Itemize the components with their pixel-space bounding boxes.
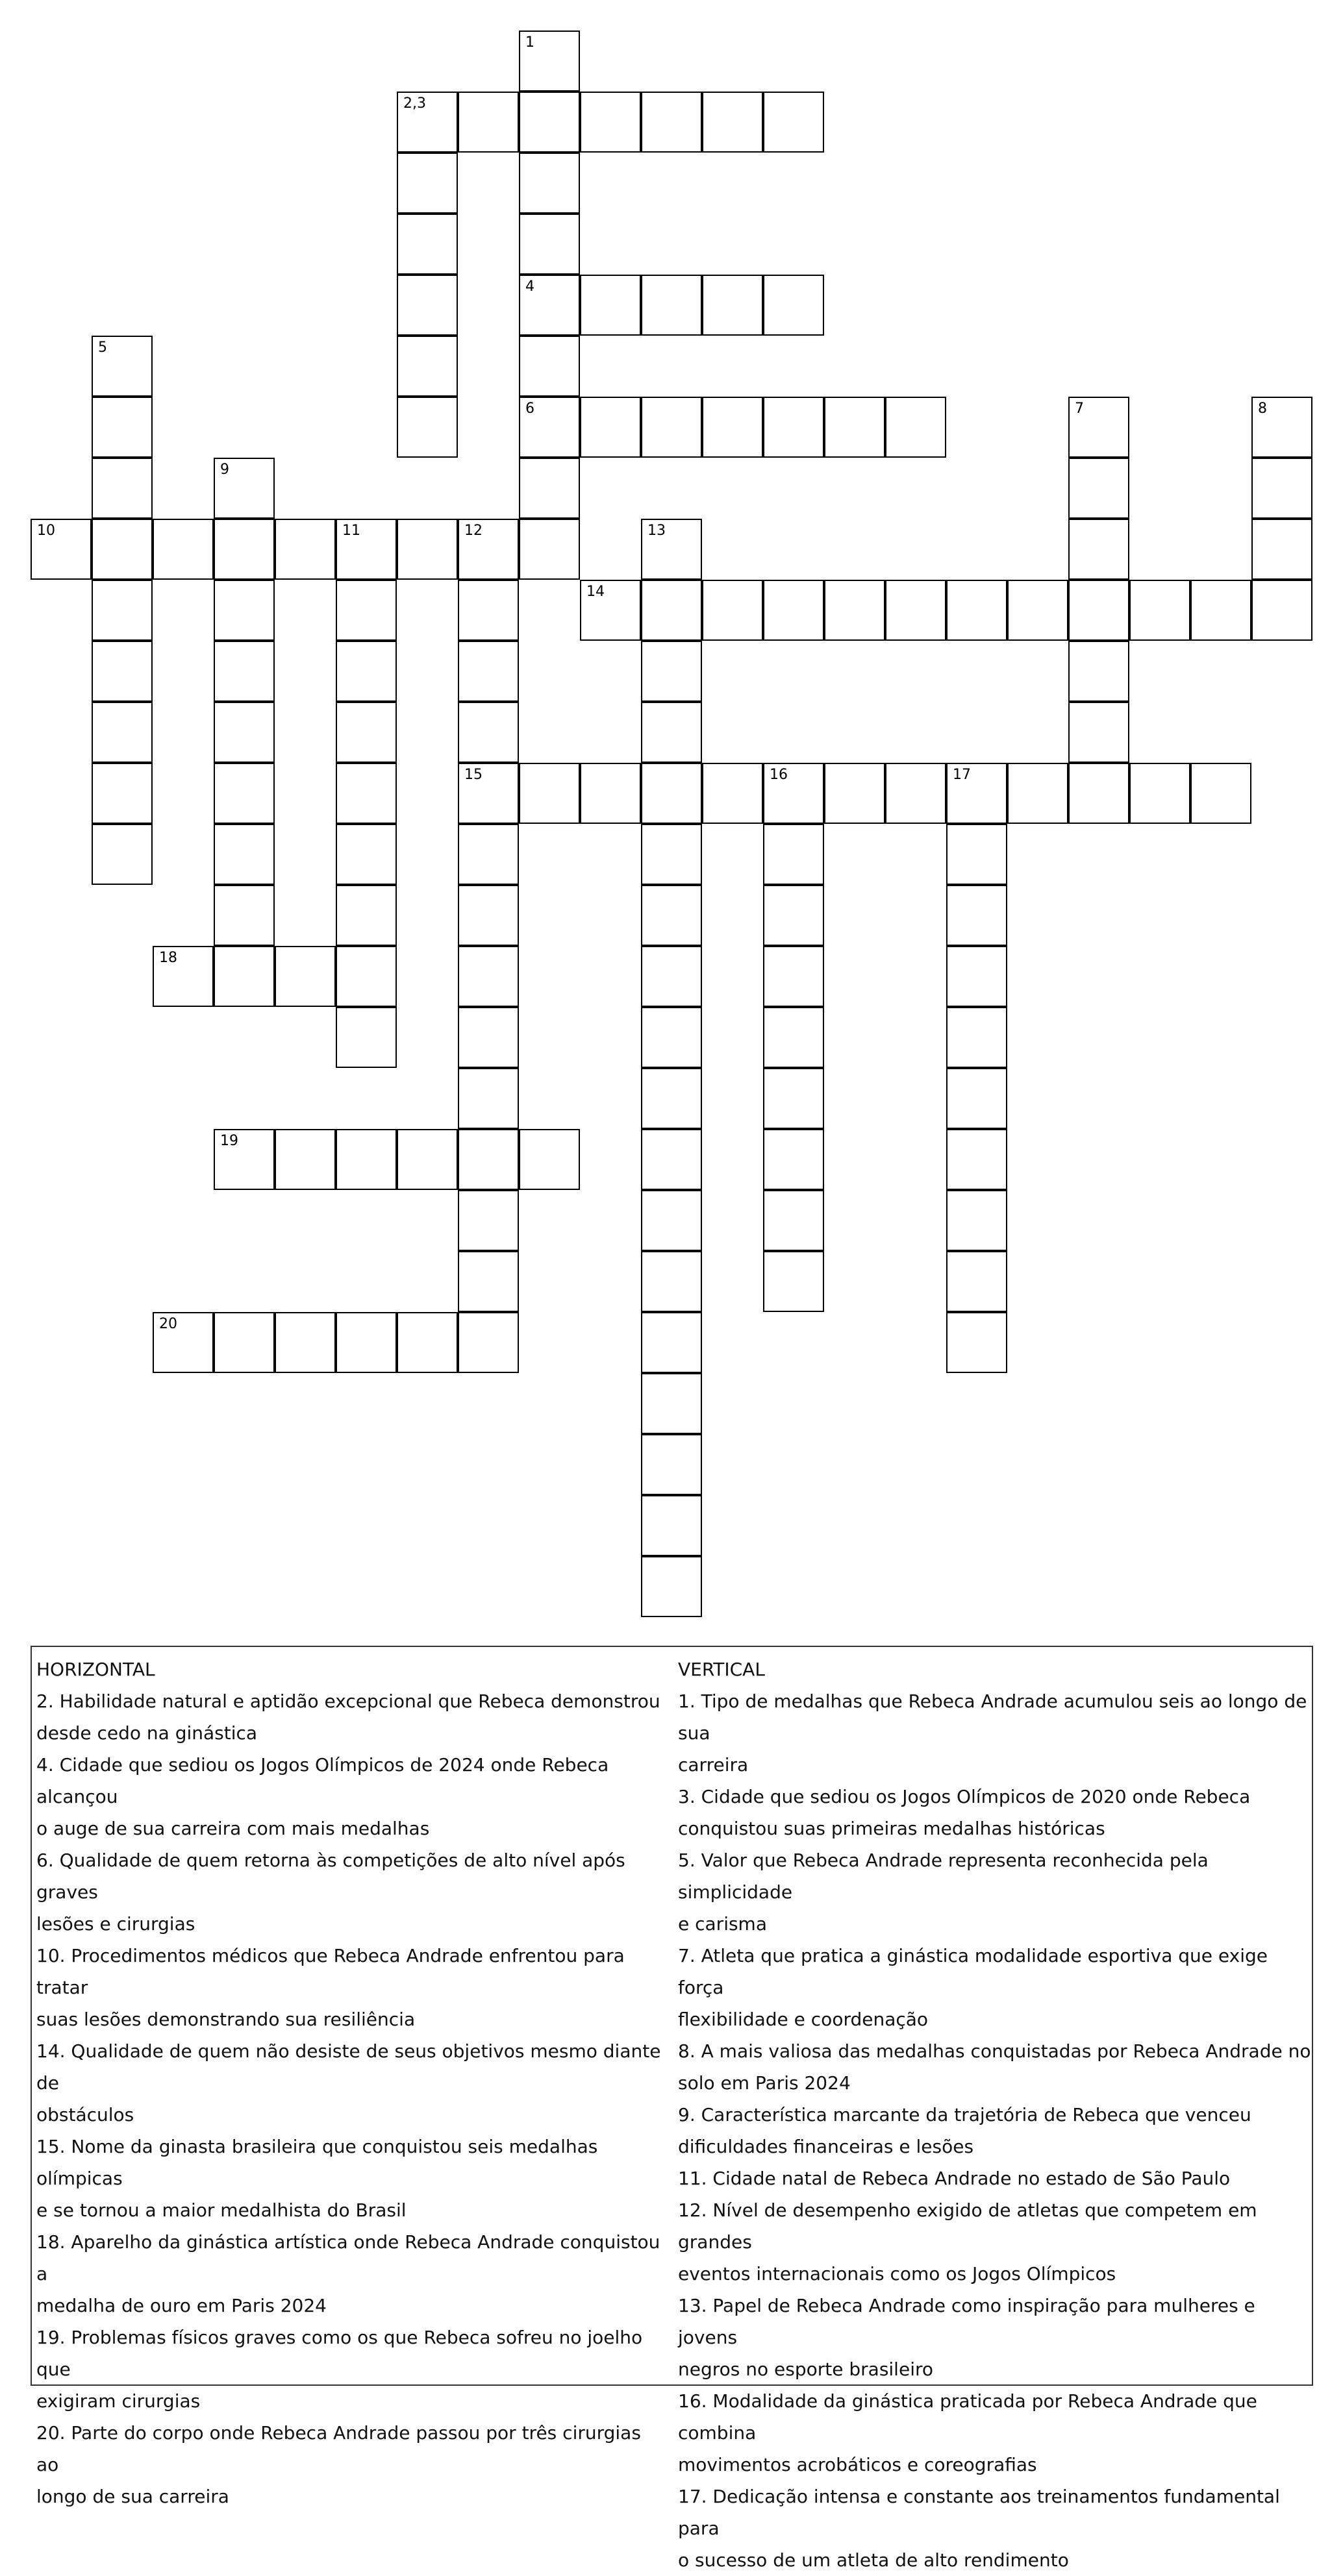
crossword-cell[interactable]	[763, 580, 824, 641]
vertical-clue-line: 13. Papel de Rebeca Andrade como inspiração para mulheres e jovens	[678, 2295, 1255, 2348]
crossword-cell[interactable]	[397, 336, 458, 397]
crossword-cell[interactable]	[641, 1556, 702, 1617]
clue-number: 12	[464, 523, 483, 539]
crossword-cell[interactable]	[1251, 580, 1312, 641]
clue-number: 11	[342, 523, 360, 539]
crossword-cell[interactable]	[946, 580, 1007, 641]
clue-number: 6	[525, 401, 534, 417]
crossword-cell[interactable]	[946, 763, 1007, 824]
crossword-cell[interactable]	[214, 885, 275, 946]
crossword-cell[interactable]	[641, 580, 702, 641]
crossword-cell[interactable]	[397, 397, 458, 458]
crossword-cell[interactable]	[214, 702, 275, 763]
crossword-cell[interactable]	[397, 1312, 458, 1373]
crossword-cell[interactable]	[946, 1251, 1007, 1312]
vertical-clue-line: 11. Cidade natal de Rebeca Andrade no estado de São Paulo	[678, 2168, 1231, 2189]
clue-number: 10	[37, 523, 55, 539]
crossword-cell[interactable]	[641, 763, 702, 824]
vertical-clues-column	[678, 1653, 1311, 2576]
crossword-cell[interactable]	[336, 580, 397, 641]
crossword-cell[interactable]	[397, 275, 458, 336]
crossword-cell[interactable]	[763, 1251, 824, 1312]
crossword-cell[interactable]	[153, 946, 214, 1007]
crossword-cell[interactable]	[519, 519, 580, 580]
vertical-clue-line: negros no esporte brasileiro	[678, 2359, 933, 2380]
crossword-cell[interactable]	[1068, 702, 1129, 763]
vertical-clue-line: flexibilidade e coordenação	[678, 2009, 929, 2030]
crossword-cell[interactable]	[214, 946, 275, 1007]
crossword-cell[interactable]	[336, 946, 397, 1007]
crossword-cell[interactable]	[702, 92, 763, 153]
clue-number: 7	[1075, 401, 1084, 417]
crossword-cell[interactable]	[214, 519, 275, 580]
crossword-cell[interactable]	[1251, 458, 1312, 519]
crossword-cell[interactable]	[458, 946, 519, 1007]
crossword-cell[interactable]	[763, 1007, 824, 1068]
crossword-cell[interactable]	[275, 519, 336, 580]
crossword-cell[interactable]	[275, 1129, 336, 1190]
crossword-cell[interactable]	[580, 397, 641, 458]
crossword-cell[interactable]	[885, 397, 946, 458]
crossword-cell[interactable]	[458, 92, 519, 153]
crossword-cell[interactable]	[1068, 641, 1129, 702]
crossword-cell[interactable]	[519, 275, 580, 336]
crossword-cell[interactable]	[763, 1190, 824, 1251]
horizontal-clue-line: 14. Qualidade de quem não desiste de seus objetivos mesmo diante de	[36, 2040, 661, 2094]
vertical-clue-line: conquistou suas primeiras medalhas históricas	[678, 1818, 1105, 1839]
crossword-cell[interactable]	[641, 1129, 702, 1190]
horizontal-clue-line: 6. Qualidade de quem retorna às competições de alto nível após graves	[36, 1850, 625, 1903]
crossword-cell[interactable]	[702, 397, 763, 458]
crossword-cell[interactable]	[641, 702, 702, 763]
crossword-cell[interactable]	[641, 1068, 702, 1129]
crossword-cell[interactable]	[336, 824, 397, 885]
crossword-cell[interactable]	[946, 885, 1007, 946]
horizontal-clue-line: 2. Habilidade natural e aptidão excepcional que Rebeca demonstrou	[36, 1690, 660, 1712]
horizontal-clue-line: 4. Cidade que sediou os Jogos Olímpicos de 2024 onde Rebeca alcançou	[36, 1754, 609, 1807]
clue-number: 16	[770, 767, 788, 783]
vertical-clue-line: 3. Cidade que sediou os Jogos Olímpicos de 2020 onde Rebeca	[678, 1786, 1251, 1807]
crossword-cell[interactable]	[641, 946, 702, 1007]
horizontal-clue-line: o auge de sua carreira com mais medalhas	[36, 1818, 430, 1839]
crossword-cell[interactable]	[946, 1068, 1007, 1129]
clue-number: 14	[586, 584, 605, 600]
vertical-clue-line: eventos internacionais como os Jogos Olímpicos	[678, 2263, 1116, 2285]
horizontal-heading: HORIZONTAL	[36, 1659, 155, 1680]
crossword-cell[interactable]	[763, 946, 824, 1007]
clue-number: 18	[159, 950, 177, 966]
horizontal-clue-line: obstáculos	[36, 2104, 134, 2125]
crossword-cell[interactable]	[214, 1129, 275, 1190]
vertical-clue-line: 9. Característica marcante da trajetória de Rebeca que venceu	[678, 2104, 1251, 2125]
crossword-cell[interactable]	[824, 397, 885, 458]
crossword-cell[interactable]	[519, 336, 580, 397]
crossword-cell[interactable]	[1007, 580, 1068, 641]
crossword-cell[interactable]	[946, 946, 1007, 1007]
crossword-cell[interactable]	[1068, 580, 1129, 641]
crossword-cell[interactable]	[641, 641, 702, 702]
crossword-cell[interactable]	[1068, 397, 1129, 458]
crossword-cell[interactable]	[1251, 519, 1312, 580]
crossword-cell[interactable]	[946, 1007, 1007, 1068]
clue-number: 13	[647, 523, 666, 539]
crossword-cell[interactable]	[519, 31, 580, 92]
crossword-cell[interactable]	[763, 763, 824, 824]
crossword-cell[interactable]	[214, 763, 275, 824]
crossword-cell[interactable]	[519, 153, 580, 214]
horizontal-clue-line: 20. Parte do corpo onde Rebeca Andrade passou por três cirurgias ao	[36, 2422, 641, 2475]
crossword-cell[interactable]	[397, 214, 458, 275]
crossword-cell[interactable]	[275, 946, 336, 1007]
vertical-clue-line: 12. Nível de desempenho exigido de atletas que competem em grandes	[678, 2199, 1257, 2253]
crossword-cell[interactable]	[336, 763, 397, 824]
crossword-cell[interactable]	[946, 1129, 1007, 1190]
clue-number: 2,3	[403, 95, 426, 112]
clue-number: 20	[159, 1316, 177, 1332]
crossword-cell[interactable]	[214, 641, 275, 702]
vertical-clue-line: 16. Modalidade da ginástica praticada por Rebeca Andrade que combina	[678, 2390, 1257, 2444]
crossword-cell[interactable]	[702, 580, 763, 641]
crossword-cell[interactable]	[458, 1251, 519, 1312]
horizontal-clue-line: 19. Problemas físicos graves como os que Rebeca sofreu no joelho que	[36, 2327, 643, 2380]
crossword-cell[interactable]	[519, 92, 580, 153]
clue-number: 8	[1258, 401, 1267, 417]
crossword-cell[interactable]	[580, 580, 641, 641]
crossword-cell[interactable]	[641, 1373, 702, 1434]
vertical-clue-line: solo em Paris 2024	[678, 2072, 851, 2094]
crossword-cell[interactable]	[92, 702, 153, 763]
crossword-cell[interactable]	[641, 397, 702, 458]
crossword-cell[interactable]	[580, 275, 641, 336]
crossword-cell[interactable]	[31, 519, 92, 580]
crossword-cell[interactable]	[946, 1312, 1007, 1373]
clue-number: 9	[220, 462, 229, 478]
crossword-cell[interactable]	[1068, 458, 1129, 519]
crossword-cell[interactable]	[458, 702, 519, 763]
crossword-cell[interactable]	[397, 1129, 458, 1190]
crossword-cell[interactable]	[214, 1312, 275, 1373]
crossword-cell[interactable]	[824, 580, 885, 641]
crossword-cell[interactable]	[1190, 580, 1251, 641]
crossword-cell[interactable]	[336, 641, 397, 702]
crossword-cell[interactable]	[275, 1312, 336, 1373]
crossword-cell[interactable]	[702, 763, 763, 824]
crossword-cell[interactable]	[458, 519, 519, 580]
horizontal-clue-line: 18. Aparelho da ginástica artística onde Rebeca Andrade conquistou a	[36, 2231, 660, 2285]
crossword-cell[interactable]	[1129, 763, 1190, 824]
clue-number: 19	[220, 1133, 238, 1149]
crossword-cell[interactable]	[763, 824, 824, 885]
crossword-cell[interactable]	[458, 580, 519, 641]
crossword-cell[interactable]	[519, 763, 580, 824]
crossword-cell[interactable]	[214, 580, 275, 641]
clue-number: 4	[525, 279, 534, 295]
crossword-cell[interactable]	[458, 1312, 519, 1373]
crossword-cell[interactable]	[580, 763, 641, 824]
crossword-cell[interactable]	[336, 1312, 397, 1373]
horizontal-clue-line: exigiram cirurgias	[36, 2390, 201, 2412]
vertical-clue-line: o sucesso de um atleta de alto rendimento	[678, 2549, 1069, 2571]
crossword-cell[interactable]	[336, 702, 397, 763]
crossword-cell[interactable]	[153, 1312, 214, 1373]
vertical-clue-line: 7. Atleta que pratica a ginástica modalidade esportiva que exige força	[678, 1945, 1268, 1998]
crossword-cell[interactable]	[519, 458, 580, 519]
crossword-cell[interactable]	[763, 397, 824, 458]
crossword-cell[interactable]	[641, 1007, 702, 1068]
vertical-clue-line: movimentos acrobáticos e coreografias	[678, 2454, 1037, 2475]
crossword-cell[interactable]	[641, 1312, 702, 1373]
vertical-clue-line: 5. Valor que Rebeca Andrade representa reconhecida pela simplicidade	[678, 1850, 1209, 1903]
crossword-cell[interactable]	[641, 1190, 702, 1251]
crossword-cell[interactable]	[1129, 580, 1190, 641]
crossword-cell[interactable]	[214, 824, 275, 885]
clue-number: 15	[464, 767, 483, 783]
crossword-cell[interactable]	[336, 519, 397, 580]
horizontal-clue-line: lesões e cirurgias	[36, 1913, 195, 1935]
crossword-cell[interactable]	[580, 92, 641, 153]
crossword-cell[interactable]	[92, 641, 153, 702]
vertical-clue-line: dificuldades financeiras e lesões	[678, 2136, 974, 2157]
clue-number: 1	[525, 34, 534, 51]
crossword-cell[interactable]	[214, 458, 275, 519]
crossword-cell[interactable]	[458, 1007, 519, 1068]
crossword-cell[interactable]	[702, 275, 763, 336]
crossword-cell[interactable]	[92, 580, 153, 641]
crossword-cell[interactable]	[519, 397, 580, 458]
crossword-cell[interactable]	[1068, 763, 1129, 824]
horizontal-clue-line: 15. Nome da ginasta brasileira que conquistou seis medalhas olímpicas	[36, 2136, 598, 2189]
crossword-cell[interactable]	[92, 458, 153, 519]
crossword-cell[interactable]	[519, 214, 580, 275]
crossword-cell[interactable]	[1190, 763, 1251, 824]
crossword-cell[interactable]	[641, 92, 702, 153]
horizontal-clue-line: longo de sua carreira	[36, 2486, 229, 2507]
vertical-clue-line: 8. A mais valiosa das medalhas conquistadas por Rebeca Andrade no	[678, 2040, 1311, 2062]
crossword-cell[interactable]	[92, 336, 153, 397]
horizontal-clue-line: e se tornou a maior medalhista do Brasil	[36, 2199, 407, 2221]
crossword-cell[interactable]	[336, 885, 397, 946]
vertical-clue-line: 1. Tipo de medalhas que Rebeca Andrade acumulou seis ao longo de sua	[678, 1690, 1307, 1744]
crossword-cell[interactable]	[641, 885, 702, 946]
vertical-clue-line: 17. Dedicação intensa e constante aos treinamentos fundamental para	[678, 2486, 1280, 2539]
crossword-cell[interactable]	[153, 519, 214, 580]
crossword-cell[interactable]	[763, 885, 824, 946]
crossword-cell[interactable]	[885, 580, 946, 641]
crossword-cell[interactable]	[641, 1495, 702, 1556]
crossword-cell[interactable]	[763, 275, 824, 336]
crossword-cell[interactable]	[397, 519, 458, 580]
crossword-cell[interactable]	[397, 92, 458, 153]
crossword-cell[interactable]	[1068, 519, 1129, 580]
crossword-cell[interactable]	[458, 641, 519, 702]
crossword-cell[interactable]	[336, 1007, 397, 1068]
crossword-cell[interactable]	[1007, 763, 1068, 824]
crossword-cell[interactable]	[397, 153, 458, 214]
crossword-cell[interactable]	[92, 763, 153, 824]
vertical-heading: VERTICAL	[678, 1659, 765, 1680]
crossword-cell[interactable]	[92, 824, 153, 885]
crossword-cell[interactable]	[946, 1190, 1007, 1251]
crossword-cell[interactable]	[519, 1129, 580, 1190]
horizontal-clue-line: 10. Procedimentos médicos que Rebeca Andrade enfrentou para tratar	[36, 1945, 625, 1998]
crossword-cell[interactable]	[641, 1251, 702, 1312]
clues-box	[31, 1646, 1313, 2571]
crossword-cell[interactable]	[885, 763, 946, 824]
crossword-cell[interactable]	[641, 519, 702, 580]
crossword-cell[interactable]	[458, 1129, 519, 1190]
crossword-cell[interactable]	[763, 92, 824, 153]
horizontal-clue-line: medalha de ouro em Paris 2024	[36, 2295, 327, 2316]
crossword-cell[interactable]	[458, 885, 519, 946]
crossword-cell[interactable]	[458, 763, 519, 824]
crossword-cell[interactable]	[641, 275, 702, 336]
vertical-clue-line: carreira	[678, 1754, 749, 1776]
crossword-cell[interactable]	[458, 824, 519, 885]
horizontal-clue-line: desde cedo na ginástica	[36, 1722, 258, 1744]
crossword-cell[interactable]	[946, 824, 1007, 885]
crossword-cell[interactable]	[763, 1068, 824, 1129]
crossword-cell[interactable]	[641, 824, 702, 885]
crossword-cell[interactable]	[336, 1129, 397, 1190]
vertical-clue-line: e carisma	[678, 1913, 767, 1935]
crossword-cell[interactable]	[824, 763, 885, 824]
crossword-cell[interactable]	[763, 1129, 824, 1190]
crossword-cell[interactable]	[92, 519, 153, 580]
crossword-cell[interactable]	[641, 1434, 702, 1495]
clue-number: 5	[98, 340, 107, 356]
clue-number: 17	[953, 767, 971, 783]
crossword-cell[interactable]	[92, 397, 153, 458]
horizontal-clues-column	[36, 1653, 663, 2512]
crossword-cell[interactable]	[1251, 397, 1312, 458]
crossword-cell[interactable]	[458, 1068, 519, 1129]
crossword-cell[interactable]	[458, 1190, 519, 1251]
horizontal-clue-line: suas lesões demonstrando sua resiliência	[36, 2009, 416, 2030]
